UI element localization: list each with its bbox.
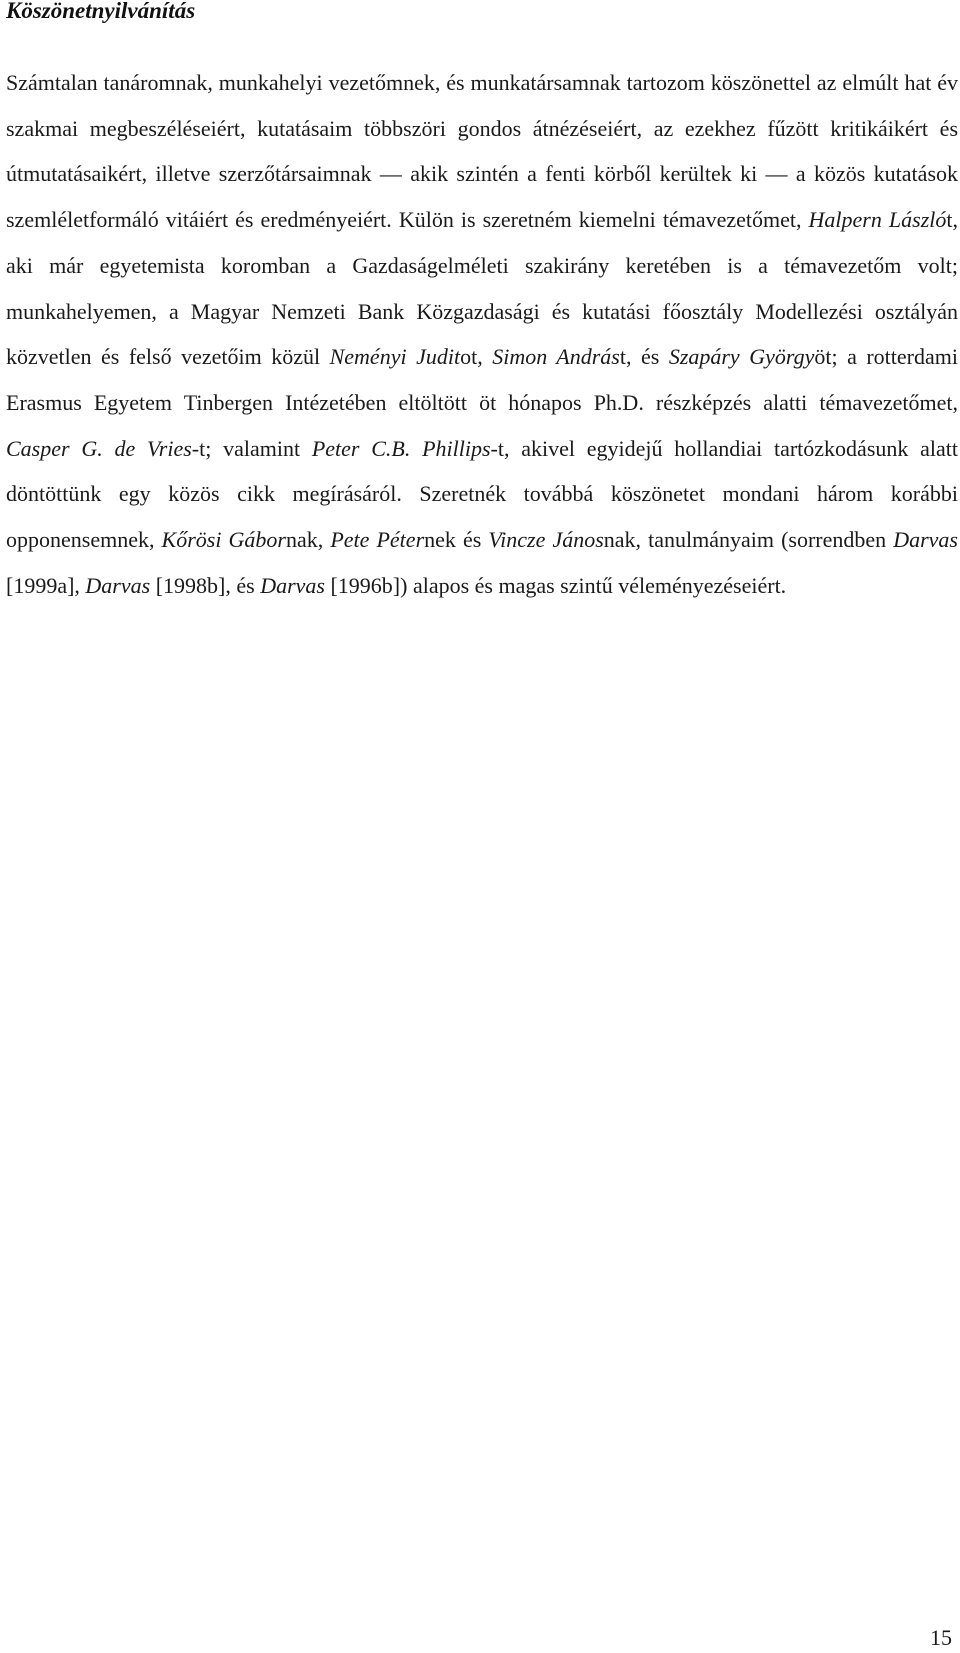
citation-author: Darvas	[85, 572, 151, 598]
person-name-szapary: Szapáry György	[668, 344, 815, 370]
text-segment: -t, akivel egyidejű hollandiai tartózkodásunk alatt döntöttünk egy közös cikk megírásáról. Szeretnék továbbá köszönetet mondani három korábbi opponensemnek,	[6, 435, 959, 553]
text-segment: -t; valamint	[191, 435, 312, 461]
page-title: Köszönetnyilvánítás	[6, 0, 196, 23]
text-segment: Számtalan tanáromnak, munkahelyi vezetőmnek, és munkatársamnak tartozom köszönettel az elmúlt hat év szakmai megbeszéléseiért, kutatásaim többszöri gondos átnézéseiért, az ezekhez fűzött kritikáikért és útmutatásaikért, illetve szerzőtársaimnak — akik szintén a fenti körből kerültek ki — a közös kutatások szemléletformáló vitáiért és eredményeiért. Külön is szeretném kiemelni témavezetőmet,	[6, 70, 958, 233]
citation-year: [1998b], és	[150, 572, 261, 598]
person-name-pete: Pete Péter	[330, 527, 425, 553]
acknowledgements-paragraph	[6, 60, 958, 608]
person-name-nemenyi: Neményi Judit	[329, 344, 461, 370]
person-name-korosi: Kőrösi Gábor	[161, 527, 286, 553]
text-segment: [1996b]) alapos és magas szintű véleményezéseiért.	[324, 572, 787, 598]
text-segment: nak, tanulmányaim (sorrendben	[603, 527, 894, 553]
text-segment: ot,	[460, 344, 493, 370]
person-name-vincze: Vincze János	[488, 527, 604, 553]
citation-year: [1999a],	[6, 572, 86, 598]
page-number: 15	[930, 1625, 952, 1650]
text-segment: nek és	[424, 527, 489, 553]
citation-author: Darvas	[260, 572, 325, 598]
text-segment: öt; a rotterdami Erasmus Egyetem Tinbergen Intézetében eltöltött öt hónapos Ph.D. részképzés alatti témavezetőmet,	[6, 344, 958, 415]
person-name-de-vries: Casper G. de Vries	[6, 435, 192, 461]
person-name-simon: Simon András	[492, 344, 620, 370]
person-name-halpern: Halpern László	[808, 207, 947, 233]
text-segment: nak,	[285, 527, 331, 553]
citation-author: Darvas	[893, 527, 958, 553]
text-segment: t, aki már egyetemista koromban a Gazdaságelméleti szakirány keretében is a témavezetőm volt; munkahelyemen, a Magyar Nemzeti Bank Közgazdasági és kutatási főosztály Modellezési osztályán közvetlen és felső vezetőim közül	[6, 207, 958, 370]
text-segment: t, és	[619, 344, 669, 370]
person-name-phillips: Peter C.B. Phillips	[311, 435, 491, 461]
